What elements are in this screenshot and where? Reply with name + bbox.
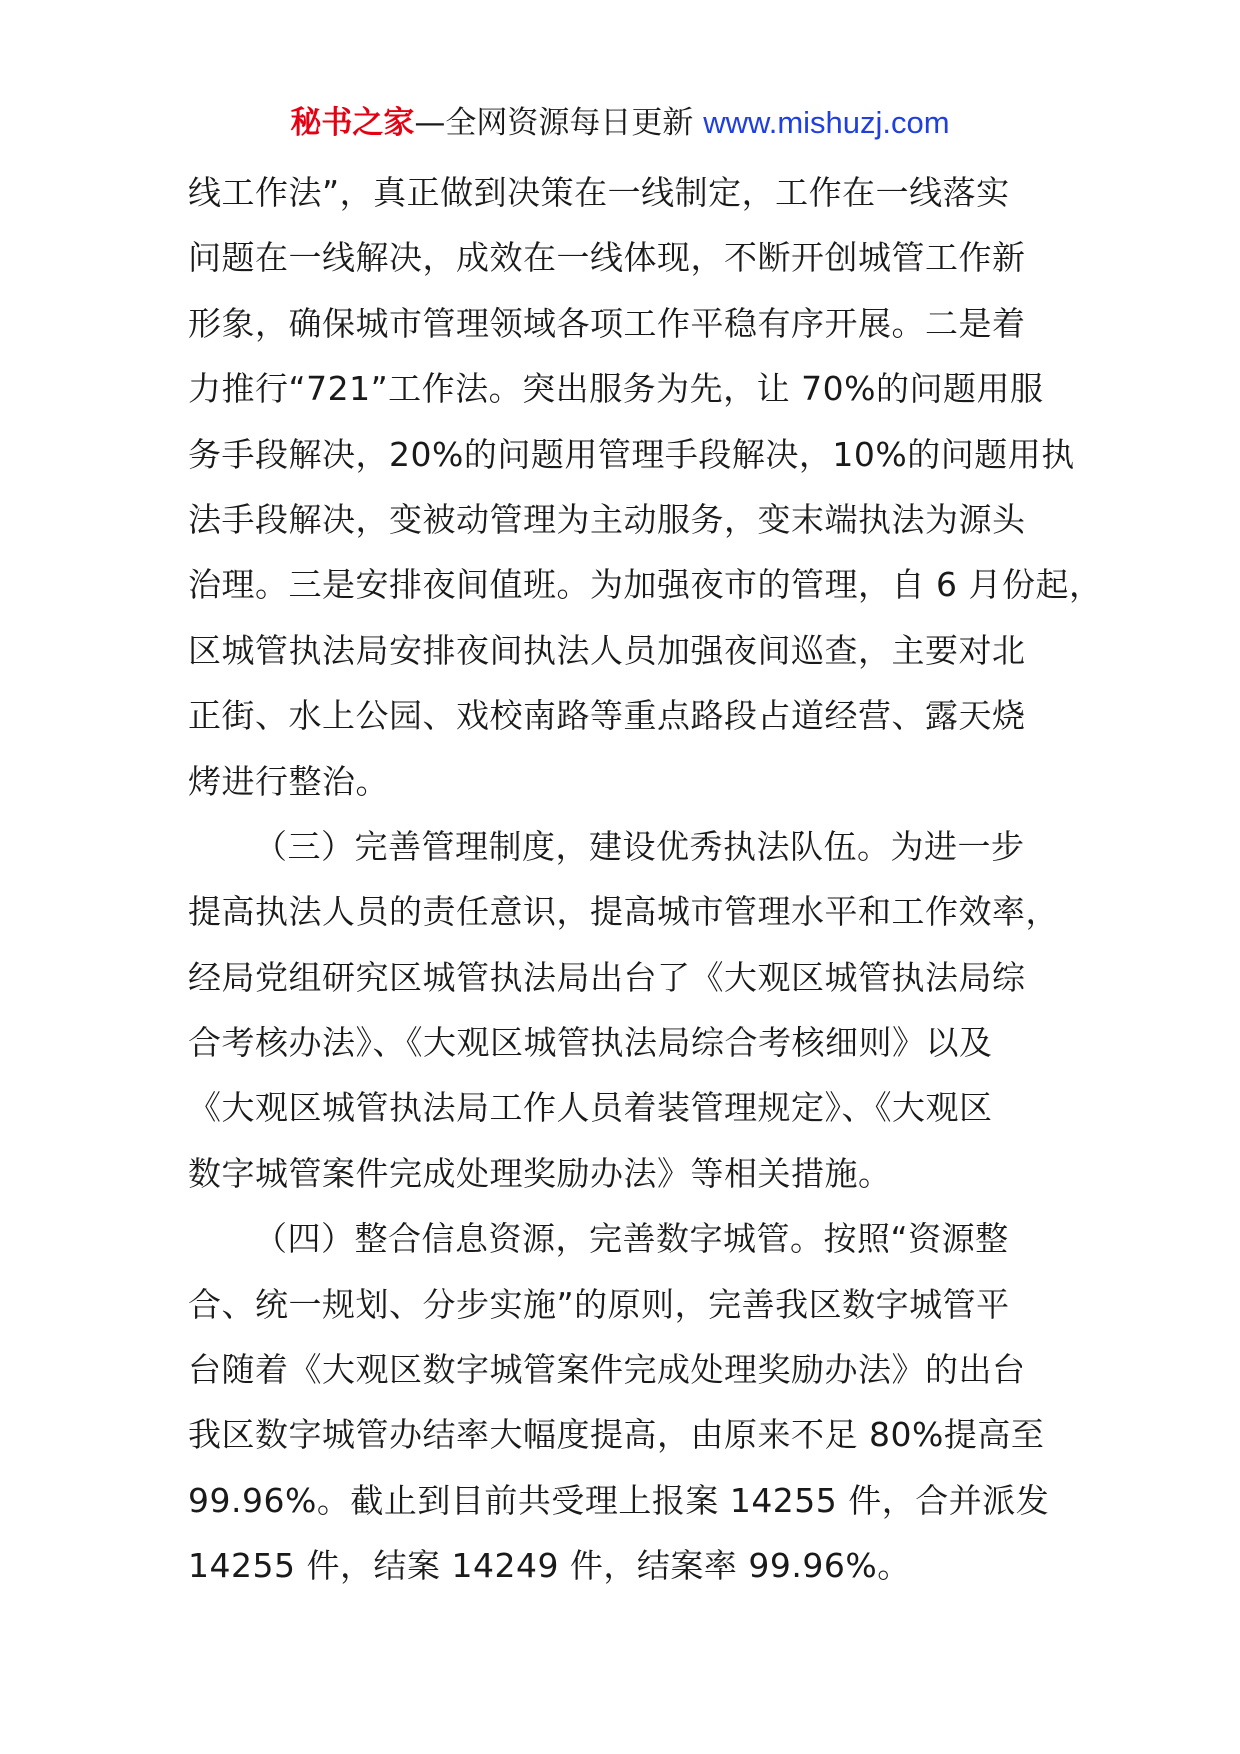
text-line: 烤进行整治。 xyxy=(188,761,389,801)
text-line: 治理。三是安排夜间值班。为加强夜市的管理，自 6 月份起， xyxy=(188,565,1103,605)
paragraph-start-line: （三）完善管理制度，建设优秀执法队伍。为进一步 xyxy=(254,826,1025,866)
site-header xyxy=(0,98,1240,148)
brand-name: 秘书之家 xyxy=(290,105,415,141)
text-line: 法手段解决，变被动管理为主动服务，变末端执法为源头 xyxy=(188,499,1026,539)
site-url-link[interactable]: www.mishuzj.com xyxy=(703,105,950,140)
text-line: 务手段解决，20%的问题用管理手段解决，10%的问题用执 xyxy=(188,434,1075,474)
text-line: 台随着《大观区数字城管案件完成处理奖励办法》的出台 xyxy=(188,1350,1026,1390)
text-line: 提高执法人员的责任意识，提高城市管理水平和工作效率， xyxy=(188,892,1059,932)
text-line: 正街、水上公园、戏校南路等重点路段占道经营、露天烧 xyxy=(188,696,1026,736)
text-line: 形象，确保城市管理领域各项工作平稳有序开展。二是着 xyxy=(188,303,1026,343)
text-line: 14255 件，结案 14249 件，结案率 99.96%。 xyxy=(188,1546,911,1586)
text-line: 合考核办法》、《大观区城管执法局综合考核细则》以及 xyxy=(188,1023,993,1063)
text-line: 数字城管案件完成处理奖励办法》等相关措施。 xyxy=(188,1153,892,1193)
text-line: 《大观区城管执法局工作人员着装管理规定》、《大观区 xyxy=(188,1088,993,1128)
text-line: 区城管执法局安排夜间执法人员加强夜间巡查，主要对北 xyxy=(188,630,1026,670)
text-line: 力推行“721”工作法。突出服务为先，让 70%的问题用服 xyxy=(188,369,1044,409)
text-line: 经局党组研究区城管执法局出台了《大观区城管执法局综 xyxy=(188,957,1026,997)
text-line: 合、统一规划、分步实施”的原则，完善我区数字城管平 xyxy=(188,1284,1010,1324)
text-line: 问题在一线解决，成效在一线体现，不断开创城管工作新 xyxy=(188,238,1026,278)
text-line: 99.96%。截止到目前共受理上报案 14255 件，合并派发 xyxy=(188,1480,1050,1520)
header-slogan: —全网资源每日更新 xyxy=(414,105,694,141)
paragraph-start-line: （四）整合信息资源，完善数字城管。按照“资源整 xyxy=(254,1219,1009,1259)
text-line: 线工作法”，真正做到决策在一线制定，工作在一线落实 xyxy=(188,173,1010,212)
text-line: 我区数字城管办结率大幅度提高，由原来不足 80%提高至 xyxy=(188,1415,1045,1455)
document-body xyxy=(188,160,1103,1599)
